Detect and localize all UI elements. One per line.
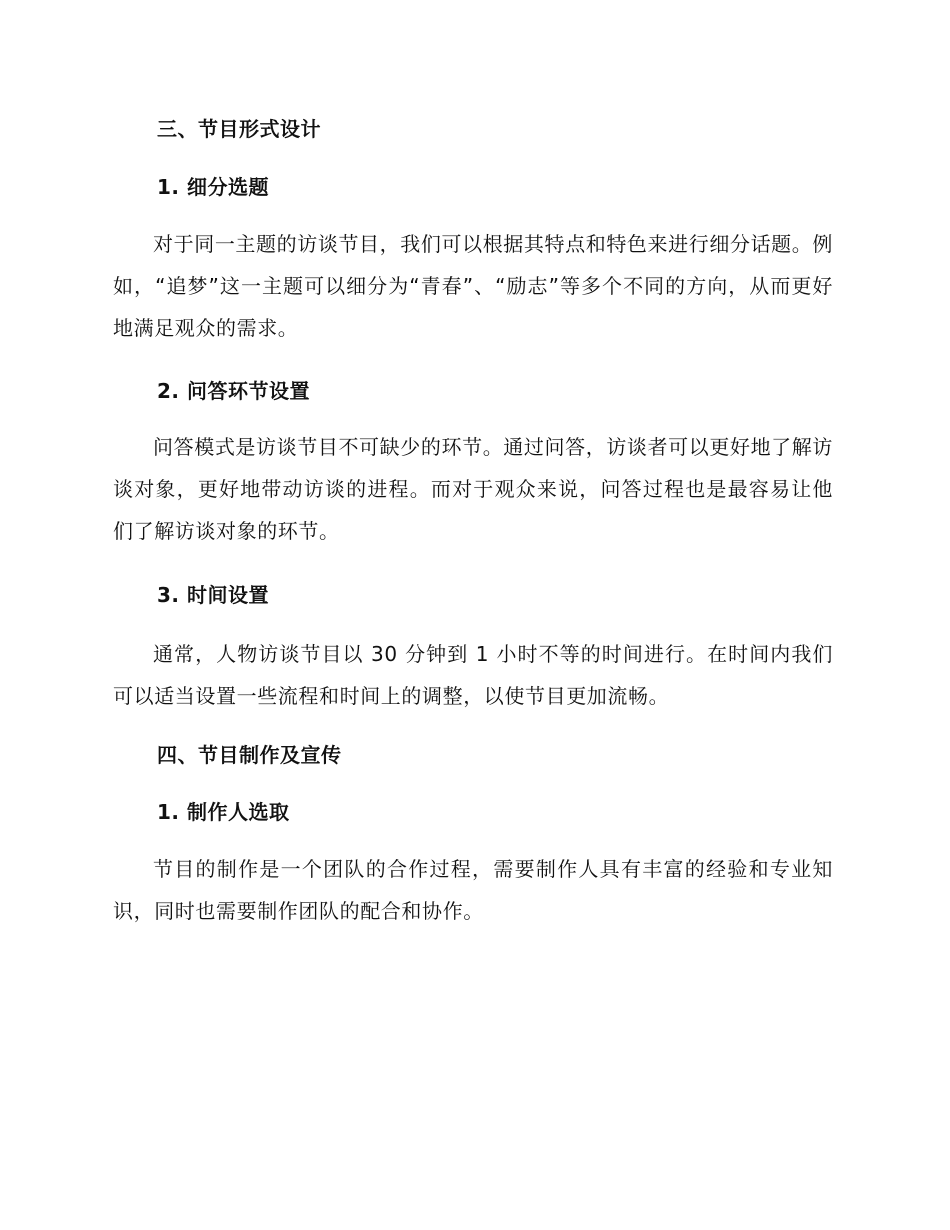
- section-heading-program-format: 三、节目形式设计: [157, 117, 321, 141]
- subheading-producer-selection: 1. 制作人选取: [157, 800, 290, 824]
- paragraph-producer-selection: 节目的制作是一个团队的合作过程，需要制作人具有丰富的经验和专业知识，同时也需要制作团队的配合和协作。: [113, 857, 833, 923]
- subheading-time-setting: 3. 时间设置: [157, 583, 269, 607]
- subheading-topic-subdivision: 1. 细分选题: [157, 175, 269, 199]
- section-heading-production-promotion: 四、节目制作及宣传: [157, 743, 342, 767]
- paragraph-time-setting: 通常，人物访谈节目以 30 分钟到 1 小时不等的时间进行。在时间内我们可以适当设置一些流程和时间上的调整，以使节目更加流畅。: [113, 642, 833, 708]
- paragraph-qa-session: 问答模式是访谈节目不可缺少的环节。通过问答，访谈者可以更好地了解访谈对象，更好地带动访谈的进程。而对于观众来说，问答过程也是最容易让他们了解访谈对象的环节。: [113, 435, 833, 543]
- paragraph-topic-subdivision: 对于同一主题的访谈节目，我们可以根据其特点和特色来进行细分话题。例如，“追梦”这一主题可以细分为“青春”、“励志”等多个不同的方向，从而更好地满足观众的需求。: [113, 232, 833, 340]
- subheading-qa-session: 2. 问答环节设置: [157, 379, 310, 403]
